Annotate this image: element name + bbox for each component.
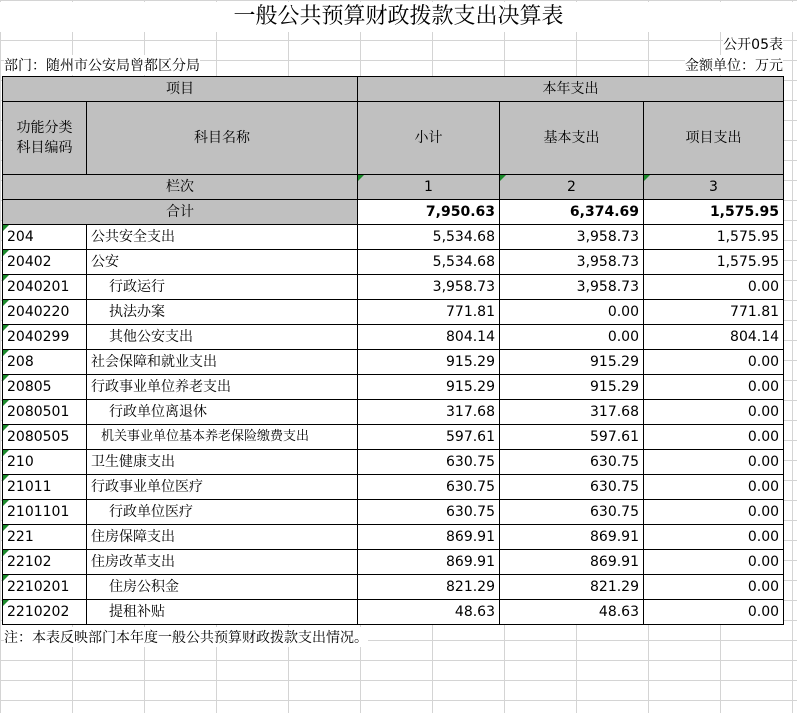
total-subtotal: 7,950.63 <box>358 200 500 225</box>
row-name: 行政事业单位养老支出 <box>87 375 358 400</box>
row-name: 住房改革支出 <box>87 550 358 575</box>
row-subtotal: 317.68 <box>358 400 500 425</box>
page-title: 一般公共预算财政拨款支出决算表 <box>0 2 797 32</box>
row-basic: 869.91 <box>500 550 644 575</box>
row-basic: 597.61 <box>500 425 644 450</box>
row-name: 执法办案 <box>87 300 358 325</box>
header-code: 功能分类 科目编码 <box>3 102 87 175</box>
row-name: 机关事业单位基本养老保险缴费支出 <box>87 425 358 450</box>
header-name: 科目名称 <box>87 102 358 175</box>
header-basic: 基本支出 <box>500 102 644 175</box>
total-project: 1,575.95 <box>644 200 784 225</box>
header-current-year: 本年支出 <box>358 77 784 102</box>
row-subtotal: 804.14 <box>358 325 500 350</box>
row-basic: 0.00 <box>500 300 644 325</box>
row-basic: 3,958.73 <box>500 225 644 250</box>
row-name: 行政运行 <box>87 275 358 300</box>
row-basic: 821.29 <box>500 575 644 600</box>
row-code: 2040201 <box>3 275 87 300</box>
table-row <box>3 300 784 325</box>
row-code: 221 <box>3 525 87 550</box>
row-basic: 3,958.73 <box>500 275 644 300</box>
table-row <box>3 550 784 575</box>
table-row <box>3 375 784 400</box>
row-project: 0.00 <box>644 400 784 425</box>
column-number-label: 栏次 <box>3 175 358 200</box>
total-basic: 6,374.69 <box>500 200 644 225</box>
table-row <box>3 225 784 250</box>
header-project-exp: 项目支出 <box>644 102 784 175</box>
row-subtotal: 3,958.73 <box>358 275 500 300</box>
row-name: 公共安全支出 <box>87 225 358 250</box>
total-label: 合计 <box>3 200 358 225</box>
table-note: 注：本表反映部门本年度一般公共预算财政拨款支出情况。 <box>4 627 368 647</box>
row-subtotal: 869.91 <box>358 525 500 550</box>
row-name: 行政事业单位医疗 <box>87 475 358 500</box>
row-name: 提租补贴 <box>87 600 358 625</box>
row-code: 208 <box>3 350 87 375</box>
table-row <box>3 450 784 475</box>
row-project: 804.14 <box>644 325 784 350</box>
row-subtotal: 915.29 <box>358 375 500 400</box>
row-name: 行政单位医疗 <box>87 500 358 525</box>
row-basic: 630.75 <box>500 475 644 500</box>
row-subtotal: 630.75 <box>358 500 500 525</box>
row-code: 21011 <box>3 475 87 500</box>
table-row <box>3 350 784 375</box>
row-name: 卫生健康支出 <box>87 450 358 475</box>
table-row <box>3 575 784 600</box>
row-name: 行政单位离退休 <box>87 400 358 425</box>
row-project: 0.00 <box>644 375 784 400</box>
row-project: 1,575.95 <box>644 250 784 275</box>
table-row <box>3 250 784 275</box>
row-basic: 48.63 <box>500 600 644 625</box>
row-code: 2040299 <box>3 325 87 350</box>
row-code: 20402 <box>3 250 87 275</box>
row-name: 住房保障支出 <box>87 525 358 550</box>
row-project: 0.00 <box>644 450 784 475</box>
department-label: 部门：随州市公安局曾都区分局 <box>4 55 200 75</box>
row-project: 0.00 <box>644 475 784 500</box>
expenditure-table <box>2 76 784 625</box>
row-project: 0.00 <box>644 525 784 550</box>
row-subtotal: 821.29 <box>358 575 500 600</box>
row-name: 公安 <box>87 250 358 275</box>
row-project: 0.00 <box>644 500 784 525</box>
row-project: 0.00 <box>644 350 784 375</box>
row-basic: 869.91 <box>500 525 644 550</box>
row-code: 2080501 <box>3 400 87 425</box>
row-basic: 915.29 <box>500 375 644 400</box>
row-project: 1,575.95 <box>644 225 784 250</box>
column-number-1: 1 <box>358 175 500 200</box>
row-code: 210 <box>3 450 87 475</box>
form-code: 公开05表 <box>723 34 783 54</box>
row-code: 204 <box>3 225 87 250</box>
row-project: 771.81 <box>644 300 784 325</box>
row-subtotal: 5,534.68 <box>358 250 500 275</box>
row-subtotal: 630.75 <box>358 475 500 500</box>
header-subtotal: 小计 <box>358 102 500 175</box>
row-basic: 630.75 <box>500 450 644 475</box>
row-subtotal: 771.81 <box>358 300 500 325</box>
table-row <box>3 475 784 500</box>
row-code: 20805 <box>3 375 87 400</box>
table-row <box>3 325 784 350</box>
row-project: 0.00 <box>644 575 784 600</box>
table-row <box>3 400 784 425</box>
table-row <box>3 525 784 550</box>
row-subtotal: 48.63 <box>358 600 500 625</box>
row-basic: 317.68 <box>500 400 644 425</box>
table-row <box>3 600 784 625</box>
row-subtotal: 915.29 <box>358 350 500 375</box>
row-code: 2101101 <box>3 500 87 525</box>
row-subtotal: 869.91 <box>358 550 500 575</box>
row-code: 2210202 <box>3 600 87 625</box>
column-number-2: 2 <box>500 175 644 200</box>
row-project: 0.00 <box>644 425 784 450</box>
row-basic: 0.00 <box>500 325 644 350</box>
row-name: 住房公积金 <box>87 575 358 600</box>
unit-label: 金额单位：万元 <box>685 55 783 75</box>
row-name: 社会保障和就业支出 <box>87 350 358 375</box>
column-number-3: 3 <box>644 175 784 200</box>
table-row <box>3 425 784 450</box>
row-code: 2080505 <box>3 425 87 450</box>
row-code: 2210201 <box>3 575 87 600</box>
row-code: 2040220 <box>3 300 87 325</box>
row-subtotal: 597.61 <box>358 425 500 450</box>
row-project: 0.00 <box>644 550 784 575</box>
row-name: 其他公安支出 <box>87 325 358 350</box>
row-project: 0.00 <box>644 600 784 625</box>
row-subtotal: 630.75 <box>358 450 500 475</box>
header-project: 项目 <box>3 77 358 102</box>
row-basic: 630.75 <box>500 500 644 525</box>
table-row <box>3 275 784 300</box>
row-project: 0.00 <box>644 275 784 300</box>
table-row <box>3 500 784 525</box>
row-code: 22102 <box>3 550 87 575</box>
row-basic: 915.29 <box>500 350 644 375</box>
row-basic: 3,958.73 <box>500 250 644 275</box>
row-subtotal: 5,534.68 <box>358 225 500 250</box>
